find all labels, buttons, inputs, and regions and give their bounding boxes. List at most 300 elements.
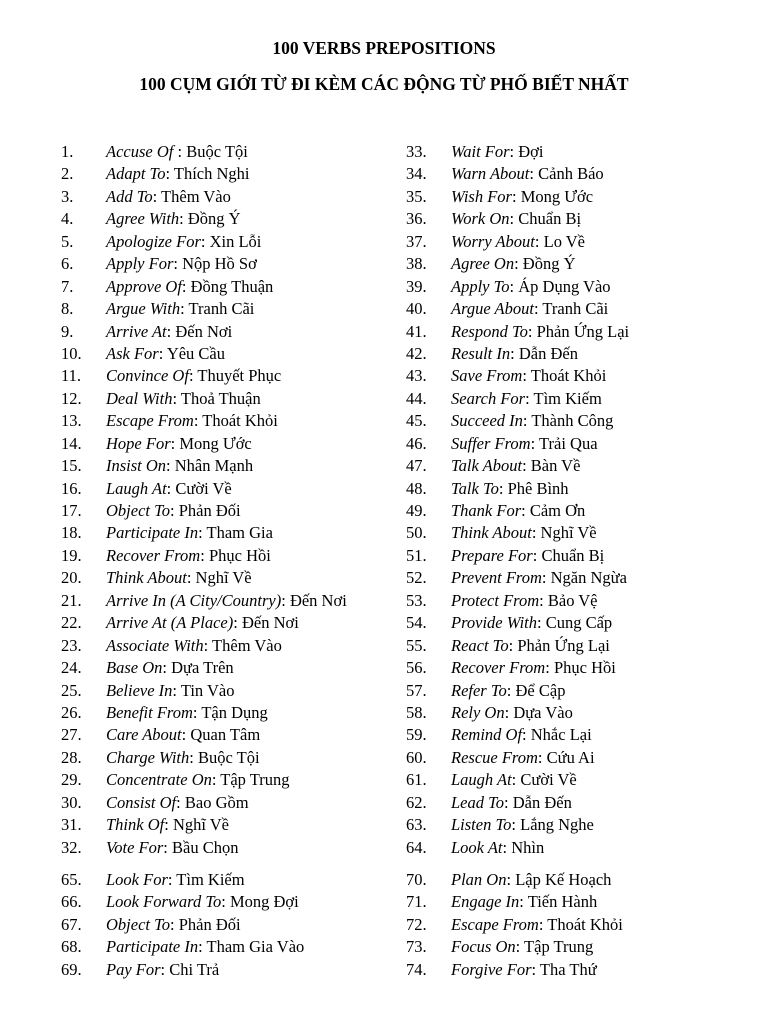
item-entry bbox=[451, 478, 569, 500]
phrasal-verb: Prevent From bbox=[451, 568, 542, 588]
phrasal-verb: Object To bbox=[106, 914, 171, 934]
item-entry bbox=[451, 635, 610, 657]
item-number: 63. bbox=[406, 815, 427, 835]
phrasal-verb: Listen To bbox=[451, 815, 512, 835]
vietnamese-meaning: Phản Ứng Lại bbox=[517, 635, 610, 655]
vietnamese-meaning: Áp Dụng Vào bbox=[518, 276, 611, 296]
item-number: 46. bbox=[406, 433, 427, 453]
item-entry bbox=[106, 276, 273, 298]
item-number: 39. bbox=[406, 276, 427, 296]
item-entry bbox=[451, 891, 597, 913]
separator: : bbox=[522, 366, 531, 386]
item-number: 26. bbox=[61, 702, 82, 722]
separator: : bbox=[162, 658, 172, 678]
item-number: 12. bbox=[61, 388, 82, 408]
item-entry bbox=[106, 869, 245, 891]
item-number: 17. bbox=[61, 501, 82, 520]
item-entry bbox=[451, 208, 581, 230]
separator: : bbox=[538, 914, 548, 934]
phrasal-verb: Arrive In (A City/Country) bbox=[106, 590, 282, 610]
phrasal-verb: Base On bbox=[106, 658, 163, 678]
phrasal-verb: Approve Of bbox=[106, 276, 182, 296]
separator: : bbox=[166, 456, 175, 476]
item-number: 65. bbox=[61, 870, 82, 889]
item-number: 21. bbox=[61, 590, 82, 610]
item-number: 59. bbox=[406, 725, 427, 745]
separator: : bbox=[504, 792, 513, 812]
phrasal-verb: Recover From bbox=[451, 658, 546, 678]
item-entry bbox=[106, 792, 249, 814]
separator: : bbox=[170, 433, 180, 453]
item-entry bbox=[106, 936, 304, 958]
phrasal-verb: Wait For bbox=[451, 142, 510, 161]
item-number: 54. bbox=[406, 613, 427, 633]
phrasal-verb: Add To bbox=[106, 186, 153, 206]
phrasal-verb: Think About bbox=[451, 523, 532, 543]
item-number: 30. bbox=[61, 792, 82, 812]
phrasal-verb: React To bbox=[451, 635, 509, 655]
item-number: 14. bbox=[61, 433, 82, 453]
phrasal-verb: Arrive At (A Place) bbox=[106, 613, 234, 633]
item-number: 58. bbox=[406, 702, 427, 722]
phrasal-verb: Look Forward To bbox=[106, 892, 222, 912]
separator: : bbox=[522, 411, 532, 431]
item-number: 61. bbox=[406, 770, 427, 790]
item-entry bbox=[106, 478, 232, 500]
separator: : bbox=[172, 388, 181, 408]
item-number: 42. bbox=[406, 343, 427, 363]
separator: : bbox=[506, 680, 516, 700]
item-number: 44. bbox=[406, 388, 427, 408]
phrasal-verb: Pay For bbox=[106, 959, 161, 979]
phrasal-verb: Succeed In bbox=[451, 411, 523, 431]
vietnamese-meaning: Buộc Tội bbox=[197, 747, 260, 767]
item-entry bbox=[451, 936, 593, 958]
phrasal-verb: Participate In bbox=[106, 937, 199, 957]
item-number: 27. bbox=[61, 725, 82, 745]
item-number: 5. bbox=[61, 231, 74, 251]
item-number: 10. bbox=[61, 343, 82, 363]
vietnamese-meaning: Lắng Nghe bbox=[520, 815, 594, 835]
separator: : bbox=[537, 747, 547, 767]
item-number: 41. bbox=[406, 321, 427, 341]
vietnamese-meaning: Thêm Vào bbox=[161, 186, 231, 206]
vietnamese-meaning: Phản Đối bbox=[178, 914, 241, 934]
item-number: 49. bbox=[406, 501, 427, 520]
vietnamese-meaning: Lập Kế Hoạch bbox=[515, 870, 612, 889]
item-entry bbox=[451, 657, 616, 679]
item-entry bbox=[106, 769, 290, 791]
item-entry bbox=[106, 186, 231, 208]
phrasal-verb: Concentrate On bbox=[106, 770, 212, 790]
vietnamese-meaning: Nghĩ Về bbox=[195, 568, 252, 588]
separator: : bbox=[192, 702, 202, 722]
separator: : bbox=[189, 747, 198, 767]
phrasal-verb: Plan On bbox=[451, 870, 507, 889]
phrasal-verb: Accuse Of bbox=[106, 142, 178, 161]
item-number: 52. bbox=[406, 568, 427, 588]
item-number: 32. bbox=[61, 837, 82, 857]
vietnamese-meaning: Thoát Khỏi bbox=[547, 914, 623, 934]
item-entry bbox=[451, 298, 608, 320]
vietnamese-meaning: Tham Gia Vào bbox=[206, 937, 305, 957]
phrasal-verb: Apply For bbox=[106, 254, 174, 274]
item-entry bbox=[106, 253, 257, 275]
item-entry bbox=[451, 590, 598, 612]
item-entry bbox=[451, 522, 597, 544]
vietnamese-meaning: Tập Trung bbox=[524, 937, 594, 957]
vietnamese-meaning: Dựa Vào bbox=[513, 702, 573, 722]
phrasal-verb: Warn About bbox=[451, 164, 530, 184]
vietnamese-meaning: Cười Về bbox=[520, 770, 577, 790]
separator: : bbox=[509, 142, 519, 161]
phrasal-verb: Insist On bbox=[106, 456, 167, 476]
item-number: 69. bbox=[61, 959, 82, 979]
vietnamese-meaning: Cười Về bbox=[175, 478, 232, 498]
item-number: 18. bbox=[61, 523, 82, 543]
item-number: 70. bbox=[406, 870, 427, 889]
vietnamese-meaning: Tha Thứ bbox=[539, 959, 597, 979]
item-number: 3. bbox=[61, 186, 74, 206]
separator: : bbox=[198, 937, 207, 957]
item-number: 60. bbox=[406, 747, 427, 767]
vietnamese-meaning: Bàn Về bbox=[530, 456, 581, 476]
separator: : bbox=[166, 321, 176, 341]
item-entry bbox=[451, 500, 585, 522]
vietnamese-meaning: Dẫn Đến bbox=[518, 343, 578, 363]
item-entry bbox=[106, 231, 261, 253]
item-entry bbox=[106, 500, 241, 522]
phrasal-verb: Provide With bbox=[451, 613, 537, 633]
item-number: 28. bbox=[61, 747, 82, 767]
phrasal-verb: Care About bbox=[106, 725, 182, 745]
separator: : bbox=[511, 186, 521, 206]
item-number: 11. bbox=[61, 366, 82, 386]
item-entry bbox=[106, 612, 299, 634]
separator: : bbox=[522, 456, 531, 476]
item-number: 71. bbox=[406, 892, 427, 912]
item-number: 50. bbox=[406, 523, 427, 543]
vietnamese-meaning: Thoả Thuận bbox=[180, 388, 261, 408]
item-entry bbox=[451, 545, 604, 567]
separator: : bbox=[510, 343, 519, 363]
item-number: 68. bbox=[61, 937, 82, 957]
phrasal-verb: Argue About bbox=[451, 299, 534, 319]
vietnamese-meaning: Nghĩ Về bbox=[540, 523, 597, 543]
phrasal-verb: Agree With bbox=[106, 209, 180, 229]
phrasal-verb: Escape From bbox=[106, 411, 194, 431]
item-entry bbox=[451, 814, 594, 836]
item-number: 48. bbox=[406, 478, 427, 498]
vietnamese-meaning: Đồng Thuận bbox=[190, 276, 274, 296]
separator: : bbox=[176, 792, 185, 812]
vietnamese-meaning: Xin Lỗi bbox=[209, 231, 262, 251]
vietnamese-meaning: Đồng Ý bbox=[522, 254, 576, 274]
phrasal-verb: Benefit From bbox=[106, 702, 193, 722]
item-entry bbox=[451, 321, 629, 343]
separator: : bbox=[533, 299, 543, 319]
vietnamese-meaning: Nhìn bbox=[511, 837, 545, 857]
vietnamese-meaning: Đợi bbox=[518, 142, 544, 161]
vietnamese-meaning: Tin Vào bbox=[180, 680, 235, 700]
item-entry bbox=[451, 702, 573, 724]
item-entry bbox=[106, 590, 347, 612]
vietnamese-meaning: Đến Nơi bbox=[175, 321, 233, 341]
separator: : bbox=[511, 770, 521, 790]
phrasal-verb: Hope For bbox=[106, 433, 171, 453]
vietnamese-meaning: Cung Cấp bbox=[545, 613, 613, 633]
separator: : bbox=[164, 815, 173, 835]
item-entry bbox=[451, 680, 565, 702]
vietnamese-meaning: Nghĩ Về bbox=[172, 815, 230, 835]
item-entry bbox=[106, 814, 229, 836]
phrasal-verb: Associate With bbox=[106, 635, 204, 655]
vietnamese-meaning: Yêu Cầu bbox=[166, 343, 226, 363]
item-number: 13. bbox=[61, 411, 82, 431]
item-number: 36. bbox=[406, 209, 427, 229]
vietnamese-meaning: Chuẩn Bị bbox=[518, 209, 582, 229]
separator: : bbox=[515, 937, 525, 957]
separator: : bbox=[511, 815, 521, 835]
separator: : bbox=[170, 501, 179, 520]
item-number: 1. bbox=[61, 142, 74, 161]
item-entry bbox=[451, 388, 602, 410]
item-number: 56. bbox=[406, 658, 427, 678]
vietnamese-meaning: Dựa Trên bbox=[171, 658, 234, 678]
separator: : bbox=[514, 254, 523, 274]
phrasal-verb: Work On bbox=[451, 209, 510, 229]
item-entry bbox=[451, 365, 606, 387]
item-entry bbox=[451, 186, 593, 208]
separator: : bbox=[545, 658, 554, 678]
separator: : bbox=[180, 299, 189, 319]
item-number: 47. bbox=[406, 456, 427, 476]
vietnamese-meaning: Nhắc Lại bbox=[530, 725, 592, 745]
phrasal-verb: Save From bbox=[451, 366, 523, 386]
item-number: 74. bbox=[406, 959, 427, 979]
item-entry bbox=[106, 702, 268, 724]
phrasal-verb: Laugh At bbox=[106, 478, 167, 498]
separator: : bbox=[165, 164, 174, 184]
separator: : bbox=[163, 837, 173, 857]
item-number: 66. bbox=[61, 892, 82, 912]
separator: : bbox=[506, 870, 516, 889]
vietnamese-meaning: Tìm Kiếm bbox=[533, 388, 602, 408]
separator: : bbox=[527, 321, 537, 341]
phrasal-verb: Protect From bbox=[451, 590, 540, 610]
phrasal-verb: Worry About bbox=[451, 231, 535, 251]
item-entry bbox=[451, 276, 611, 298]
item-number: 2. bbox=[61, 164, 74, 184]
separator: : bbox=[525, 388, 534, 408]
separator: : bbox=[158, 343, 167, 363]
item-number: 29. bbox=[61, 770, 82, 790]
phrasal-verb: Convince Of bbox=[106, 366, 189, 386]
phrasal-verb: Deal With bbox=[106, 388, 173, 408]
separator: : bbox=[508, 635, 518, 655]
vietnamese-meaning: Cảm Ơn bbox=[529, 501, 586, 520]
item-number: 73. bbox=[406, 937, 427, 957]
vietnamese-meaning: Đến Nơi bbox=[241, 613, 299, 633]
item-entry bbox=[106, 680, 235, 702]
item-entry bbox=[106, 321, 232, 343]
separator: : bbox=[534, 231, 544, 251]
separator: : bbox=[521, 501, 530, 520]
vietnamese-meaning: Tranh Cãi bbox=[542, 299, 609, 319]
phrasal-verb: Escape From bbox=[451, 914, 539, 934]
item-number: 57. bbox=[406, 680, 427, 700]
phrasal-verb: Ask For bbox=[106, 343, 159, 363]
phrasal-verb: Consist Of bbox=[106, 792, 177, 812]
separator: : bbox=[529, 164, 539, 184]
item-number: 8. bbox=[61, 299, 74, 319]
item-entry bbox=[451, 612, 612, 634]
phrasal-verb: Suffer From bbox=[451, 433, 531, 453]
separator: : bbox=[233, 613, 242, 633]
item-entry bbox=[451, 724, 592, 746]
separator: : bbox=[179, 209, 188, 229]
separator: : bbox=[160, 959, 170, 979]
vietnamese-meaning: Phản Đối bbox=[178, 501, 241, 520]
item-number: 22. bbox=[61, 613, 82, 633]
separator: : bbox=[522, 725, 531, 745]
separator: : bbox=[509, 209, 519, 229]
phrasal-verb: Adapt To bbox=[106, 164, 166, 184]
item-entry bbox=[451, 163, 604, 185]
separator: : bbox=[177, 142, 187, 161]
phrasal-verb: Search For bbox=[451, 388, 526, 408]
item-entry bbox=[451, 141, 543, 163]
document-subtitle: 100 CỤM GIỚI TỪ ĐI KÈM CÁC ĐỘNG TỪ PHỐ BIẾT NHẤT bbox=[139, 74, 629, 94]
phrasal-verb: Rely On bbox=[451, 702, 505, 722]
item-entry bbox=[106, 545, 271, 567]
item-entry bbox=[106, 208, 241, 230]
vietnamese-meaning: Thích Nghi bbox=[173, 164, 250, 184]
item-entry bbox=[106, 657, 234, 679]
item-number: 72. bbox=[406, 914, 427, 934]
item-number: 35. bbox=[406, 186, 427, 206]
separator: : bbox=[498, 478, 508, 498]
document-title: 100 VERBS PREPOSITIONS bbox=[272, 38, 496, 58]
phrasal-verb: Rescue From bbox=[451, 747, 538, 767]
item-entry bbox=[451, 769, 577, 791]
vietnamese-meaning: Mong Ước bbox=[179, 433, 252, 453]
phrasal-verb: Charge With bbox=[106, 747, 190, 767]
separator: : bbox=[539, 590, 548, 610]
item-entry bbox=[106, 567, 252, 589]
item-number: 31. bbox=[61, 815, 82, 835]
vietnamese-meaning: Đến Nơi bbox=[289, 590, 347, 610]
phrasal-verb: Arrive At bbox=[106, 321, 167, 341]
item-entry bbox=[106, 365, 281, 387]
vietnamese-meaning: Ngăn Ngừa bbox=[550, 568, 627, 588]
separator: : bbox=[152, 186, 162, 206]
phrasal-verb: Forgive For bbox=[451, 959, 532, 979]
item-entry bbox=[451, 231, 585, 253]
item-number: 55. bbox=[406, 635, 427, 655]
item-number: 33. bbox=[406, 142, 427, 161]
item-number: 40. bbox=[406, 299, 427, 319]
vietnamese-meaning: Nộp Hồ Sơ bbox=[182, 254, 257, 274]
phrasal-verb: Participate In bbox=[106, 523, 199, 543]
vietnamese-meaning: Tiến Hành bbox=[527, 892, 598, 912]
item-number: 25. bbox=[61, 680, 82, 700]
item-entry bbox=[106, 141, 248, 163]
item-entry bbox=[451, 914, 623, 936]
vietnamese-meaning: Cứu Ai bbox=[546, 747, 595, 767]
phrasal-verb: Refer To bbox=[451, 680, 507, 700]
item-number: 15. bbox=[61, 456, 82, 476]
vietnamese-meaning: Phục Hồi bbox=[208, 545, 271, 565]
phrasal-verb: Engage In bbox=[451, 892, 520, 912]
item-number: 16. bbox=[61, 478, 82, 498]
separator: : bbox=[502, 837, 512, 857]
phrasal-verb: Laugh At bbox=[451, 770, 512, 790]
phrasal-verb: Remind Of bbox=[451, 725, 523, 745]
phrasal-verb: Wish For bbox=[451, 186, 512, 206]
item-number: 20. bbox=[61, 568, 82, 588]
vietnamese-meaning: Thuyết Phục bbox=[197, 366, 282, 386]
item-entry bbox=[451, 747, 595, 769]
phrasal-verb: Apologize For bbox=[106, 231, 201, 251]
item-entry bbox=[106, 891, 299, 913]
vietnamese-meaning: Cảnh Báo bbox=[538, 164, 604, 184]
item-number: 38. bbox=[406, 254, 427, 274]
item-number: 67. bbox=[61, 914, 82, 934]
item-number: 45. bbox=[406, 411, 427, 431]
item-entry bbox=[106, 959, 219, 981]
phrasal-verb: Respond To bbox=[451, 321, 528, 341]
item-number: 51. bbox=[406, 545, 427, 565]
vietnamese-meaning: Bảo Vệ bbox=[547, 590, 598, 610]
phrasal-verb: Talk About bbox=[451, 456, 523, 476]
separator: : bbox=[200, 231, 210, 251]
item-entry bbox=[106, 522, 273, 544]
item-number: 37. bbox=[406, 231, 427, 251]
phrasal-verb: Argue With bbox=[106, 299, 181, 319]
phrasal-verb: Result In bbox=[451, 343, 511, 363]
separator: : bbox=[531, 959, 540, 979]
vietnamese-meaning: Bao Gồm bbox=[184, 792, 249, 812]
vietnamese-meaning: Nhân Mạnh bbox=[174, 456, 254, 476]
item-entry bbox=[451, 567, 627, 589]
separator: : bbox=[211, 770, 221, 790]
item-entry bbox=[451, 253, 576, 275]
phrasal-verb: Focus On bbox=[451, 937, 516, 957]
item-entry bbox=[451, 410, 613, 432]
item-entry bbox=[451, 343, 578, 365]
phrasal-verb: Thank For bbox=[451, 501, 522, 520]
separator: : bbox=[532, 545, 542, 565]
vietnamese-meaning: Mong Đợi bbox=[229, 892, 299, 912]
item-entry bbox=[106, 724, 260, 746]
phrasal-verb: Apply To bbox=[451, 276, 510, 296]
phrasal-verb: Recover From bbox=[106, 545, 201, 565]
item-number: 4. bbox=[61, 209, 74, 229]
phrasal-verb: Believe In bbox=[106, 680, 173, 700]
item-entry bbox=[106, 410, 278, 432]
vietnamese-meaning: Thêm Vào bbox=[212, 635, 282, 655]
phrasal-verb: Look At bbox=[451, 837, 503, 857]
phrasal-verb: Vote For bbox=[106, 837, 164, 857]
separator: : bbox=[186, 568, 196, 588]
separator: : bbox=[198, 523, 207, 543]
separator: : bbox=[509, 276, 519, 296]
item-entry bbox=[451, 792, 572, 814]
item-number: 9. bbox=[61, 321, 74, 341]
phrasal-verb: Prepare For bbox=[451, 545, 533, 565]
separator: : bbox=[188, 366, 198, 386]
